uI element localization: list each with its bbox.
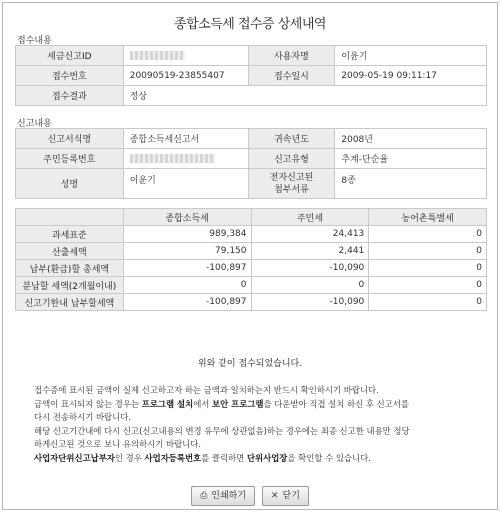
receipt-table	[15, 45, 487, 106]
table-row	[16, 226, 487, 243]
resident-tax-cell: -10,090	[251, 294, 369, 311]
table-header-row	[16, 209, 487, 226]
table-row	[16, 46, 487, 66]
note-text: 을 확인할 수 있습니다.	[287, 452, 371, 463]
note-3: 해당 신고기간내에 다시 신고(신고내용의 변경 유무에 상관없음)하는 경우에는 최종 신고한 내용만 정당	[34, 425, 410, 436]
section-label-receipt: 접수내용	[17, 36, 52, 46]
year-value: 2008년	[335, 129, 487, 149]
program-install-link[interactable]: 프로그램 설치	[141, 398, 194, 409]
amount-table	[15, 208, 487, 311]
type-label: 신고유형	[248, 149, 335, 169]
column-header: 종합소득세	[123, 209, 251, 226]
form-value: 종합소득세신고서	[123, 129, 248, 149]
note-2-cont: 다시 전송하시기 바랍니다.	[34, 412, 131, 422]
tax-id-value	[123, 46, 248, 66]
table-row	[16, 243, 487, 260]
notes-block	[34, 384, 479, 465]
table-row	[16, 86, 487, 106]
note-text: 을 다운받아 직접 설치 하신 후 신고서를	[263, 398, 409, 409]
income-tax-cell: -100,897	[123, 260, 251, 277]
receipt-window	[2, 2, 498, 510]
row-label: 신고기한내 납부할세액	[16, 294, 124, 311]
rrn-label: 주민등록번호	[16, 149, 124, 169]
result-label: 접수결과	[16, 86, 124, 106]
note-text: 를 클릭하면	[201, 452, 247, 463]
button-row	[3, 486, 497, 506]
result-value: 정상	[123, 86, 486, 106]
row-label: 납부(환급)할 총세액	[16, 260, 124, 277]
table-row	[16, 277, 487, 294]
receipt-no-value: 20090519-23855407	[123, 66, 248, 86]
column-header: 주민세	[251, 209, 369, 226]
close-label: 닫기	[282, 491, 300, 501]
note-bold: 사업자단위신고납부자	[34, 452, 115, 463]
receipt-time-label: 접수일시	[248, 66, 335, 86]
income-tax-cell: 0	[123, 277, 251, 294]
column-header: 농어촌특별세	[369, 209, 487, 226]
security-program-link[interactable]: 보안 프로그램	[212, 398, 264, 409]
note-2	[34, 398, 479, 412]
name-value: 이윤기	[123, 169, 248, 199]
table-row	[16, 294, 487, 311]
note-text: 금액이 표시되지 않는 경우는	[34, 398, 142, 409]
income-tax-cell: 79,150	[123, 243, 251, 260]
rural-tax-cell: 0	[369, 277, 487, 294]
business-number-link[interactable]: 사업자등록번호	[144, 452, 202, 463]
name-label: 성명	[16, 169, 124, 199]
attach-label-line1: 전자신고된	[269, 172, 314, 183]
user-name-label: 사용자명	[248, 46, 335, 66]
close-icon: ✕	[270, 491, 279, 501]
close-button[interactable]	[262, 486, 309, 506]
rural-tax-cell: 0	[369, 294, 487, 311]
note-bold: 단위사업장	[246, 452, 288, 463]
table-row	[16, 129, 487, 149]
amount-corner	[16, 209, 124, 226]
income-tax-cell: -100,897	[123, 294, 251, 311]
confirm-message: 위와 같이 접수되었습니다.	[197, 359, 303, 369]
rural-tax-cell: 0	[369, 260, 487, 277]
note-3-cont: 하게신고된 것으로 보니 유의하시기 바랍니다.	[34, 439, 202, 449]
filing-table	[15, 128, 487, 199]
print-button[interactable]	[191, 486, 255, 506]
income-tax-cell: 989,384	[123, 226, 251, 243]
tax-id-label: 세금신고ID	[16, 46, 124, 66]
resident-tax-cell: 2,441	[251, 243, 369, 260]
rrn-value	[123, 149, 248, 169]
note-text: 에서	[193, 398, 213, 409]
user-name-value: 이윤기	[335, 46, 487, 66]
resident-tax-cell: -10,090	[251, 260, 369, 277]
resident-tax-cell: 24,413	[251, 226, 369, 243]
table-row	[16, 260, 487, 277]
note-4	[34, 452, 479, 466]
form-label: 신고서식명	[16, 129, 124, 149]
masked-value	[130, 51, 185, 60]
rural-tax-cell: 0	[369, 243, 487, 260]
resident-tax-cell: 0	[251, 277, 369, 294]
table-row	[16, 169, 487, 199]
row-label: 산출세액	[16, 243, 124, 260]
page-title: 종합소득세 접수증 상세내역	[174, 17, 326, 32]
type-value: 추계-단순율	[335, 149, 487, 169]
attach-label-line2: 첨부서류	[274, 184, 309, 195]
print-label: 인쇄하기	[211, 491, 247, 501]
note-text: 인 경우	[114, 452, 145, 463]
row-label: 분납할 세액(2개월이내)	[16, 277, 124, 294]
table-row	[16, 149, 487, 169]
rural-tax-cell: 0	[369, 226, 487, 243]
masked-value	[130, 154, 215, 163]
note-1: 접수증에 표시된 금액이 실제 신고하고자 하는 금액과 일치하는지 반드시 확인하시기 바랍니다.	[34, 385, 379, 395]
printer-icon: ⎙	[200, 491, 208, 501]
attach-label	[248, 169, 335, 199]
receipt-no-label: 접수번호	[16, 66, 124, 86]
row-label: 과세표준	[16, 226, 124, 243]
section-label-filing: 신고내용	[17, 119, 52, 129]
year-label: 귀속년도	[248, 129, 335, 149]
receipt-time-value: 2009-05-19 09:11:17	[335, 66, 487, 86]
attach-value: 8종	[335, 169, 487, 199]
table-row	[16, 66, 487, 86]
